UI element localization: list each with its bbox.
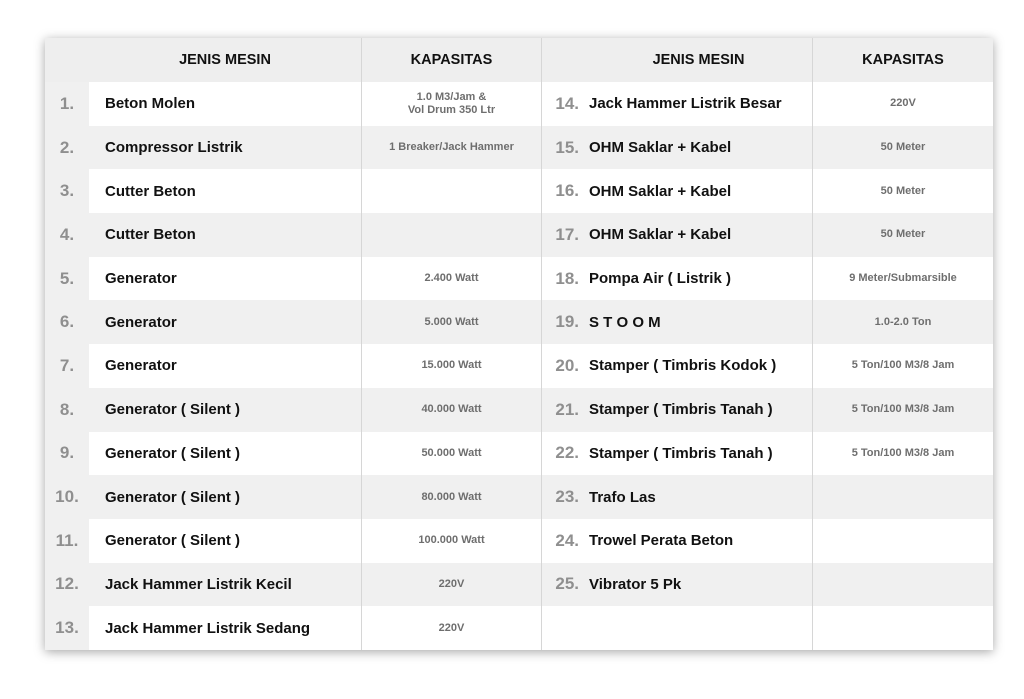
- row-number-left: 6.: [45, 300, 89, 344]
- row-number-left: 13.: [45, 606, 89, 650]
- header-corner-right: [541, 38, 585, 82]
- header-jenis-mesin-left: JENIS MESIN: [89, 38, 361, 82]
- capacity-left: 1.0 M3/Jam & Vol Drum 350 Ltr: [361, 82, 541, 126]
- capacity-left: 1 Breaker/Jack Hammer: [361, 126, 541, 170]
- row-number-left: 8.: [45, 388, 89, 432]
- row-number-left: 12.: [45, 563, 89, 607]
- capacity-left: 100.000 Watt: [361, 519, 541, 563]
- capacity-left: [361, 213, 541, 257]
- row-number-right: 25.: [541, 563, 585, 607]
- capacity-left: 220V: [361, 606, 541, 650]
- row-number-left: 5.: [45, 257, 89, 301]
- row-number-left: 1.: [45, 82, 89, 126]
- machine-name-left: Generator: [105, 357, 177, 375]
- header-jenis-mesin-right: JENIS MESIN: [585, 38, 812, 82]
- machine-name-left: Compressor Listrik: [89, 126, 361, 170]
- row-number-left: 3.: [45, 169, 89, 213]
- capacity-right: 1.0-2.0 Ton: [812, 300, 993, 344]
- row-number-right: 20.: [541, 344, 585, 388]
- row-number-right: 23.: [541, 475, 585, 519]
- capacity-right: [812, 563, 993, 607]
- capacity-right: [812, 519, 993, 563]
- equipment-table: [45, 38, 993, 650]
- capacity-right: 5 Ton/100 M3/8 Jam: [812, 388, 993, 432]
- row-number-left: 10.: [45, 475, 89, 519]
- capacity-left: 50.000 Watt: [361, 432, 541, 476]
- machine-name-left: Generator: [105, 270, 177, 288]
- machine-name-left: Generator ( Silent ): [89, 475, 361, 519]
- capacity-right: 50 Meter: [812, 169, 993, 213]
- header-kapasitas-left: KAPASITAS: [361, 38, 541, 82]
- machine-name-left: Generator: [89, 300, 361, 344]
- machine-name-right: Trafo Las: [585, 475, 812, 519]
- machine-name-right: OHM Saklar + Kabel: [585, 126, 812, 170]
- row-number-right: 17.: [541, 213, 585, 257]
- capacity-left: 2.400 Watt: [361, 257, 541, 301]
- capacity-right: 50 Meter: [812, 126, 993, 170]
- capacity-right: 5 Ton/100 M3/8 Jam: [812, 344, 993, 388]
- row-number-left: 7.: [45, 344, 89, 388]
- machine-name-left: Cutter Beton: [105, 182, 196, 200]
- capacity-left: [361, 169, 541, 213]
- machine-name-right: Stamper ( Timbris Kodok ): [589, 357, 777, 375]
- row-number-left: 4.: [45, 213, 89, 257]
- capacity-right: 220V: [812, 82, 993, 126]
- row-number-left: 2.: [45, 126, 89, 170]
- machine-name-left: Generator ( Silent ): [105, 444, 241, 462]
- machine-name-right: Trowel Perata Beton: [589, 532, 734, 550]
- row-number-right: 14.: [541, 82, 585, 126]
- machine-name-left: Jack Hammer Listrik Sedang: [105, 619, 311, 637]
- machine-name-right: S T O O M: [585, 300, 812, 344]
- machine-name-right: Pompa Air ( Listrik ): [589, 270, 731, 288]
- header-kapasitas-right: KAPASITAS: [812, 38, 993, 82]
- capacity-left: 40.000 Watt: [361, 388, 541, 432]
- row-number-left: 9.: [45, 432, 89, 476]
- machine-name-right: [585, 606, 812, 650]
- capacity-right: [812, 475, 993, 519]
- capacity-right: 9 Meter/Submarsible: [812, 257, 993, 301]
- capacity-right: 50 Meter: [812, 213, 993, 257]
- machine-name-left: Beton Molen: [105, 95, 195, 113]
- machine-name-right: Stamper ( Timbris Tanah ): [589, 444, 773, 462]
- header-corner-left: [45, 38, 89, 82]
- row-number-right: 16.: [541, 169, 585, 213]
- row-number-left: 11.: [45, 519, 89, 563]
- capacity-left: 5.000 Watt: [361, 300, 541, 344]
- row-number-right: 24.: [541, 519, 585, 563]
- machine-name-right: Vibrator 5 Pk: [585, 563, 812, 607]
- row-number-right: [541, 606, 585, 650]
- machine-name-left: Cutter Beton: [89, 213, 361, 257]
- machine-name-left: Generator ( Silent ): [89, 388, 361, 432]
- machine-name-left: Generator ( Silent ): [105, 532, 241, 550]
- capacity-left: 80.000 Watt: [361, 475, 541, 519]
- machine-name-right: OHM Saklar + Kabel: [589, 182, 732, 200]
- row-number-right: 19.: [541, 300, 585, 344]
- row-number-right: 22.: [541, 432, 585, 476]
- row-number-right: 15.: [541, 126, 585, 170]
- machine-name-right: Stamper ( Timbris Tanah ): [585, 388, 812, 432]
- row-number-right: 18.: [541, 257, 585, 301]
- equipment-table-card: [45, 38, 993, 650]
- capacity-right: 5 Ton/100 M3/8 Jam: [812, 432, 993, 476]
- capacity-left: 220V: [361, 563, 541, 607]
- capacity-left: 15.000 Watt: [361, 344, 541, 388]
- row-number-right: 21.: [541, 388, 585, 432]
- machine-name-right: Jack Hammer Listrik Besar: [589, 95, 782, 113]
- machine-name-left: Jack Hammer Listrik Kecil: [89, 563, 361, 607]
- machine-name-right: OHM Saklar + Kabel: [585, 213, 812, 257]
- capacity-right: [812, 606, 993, 650]
